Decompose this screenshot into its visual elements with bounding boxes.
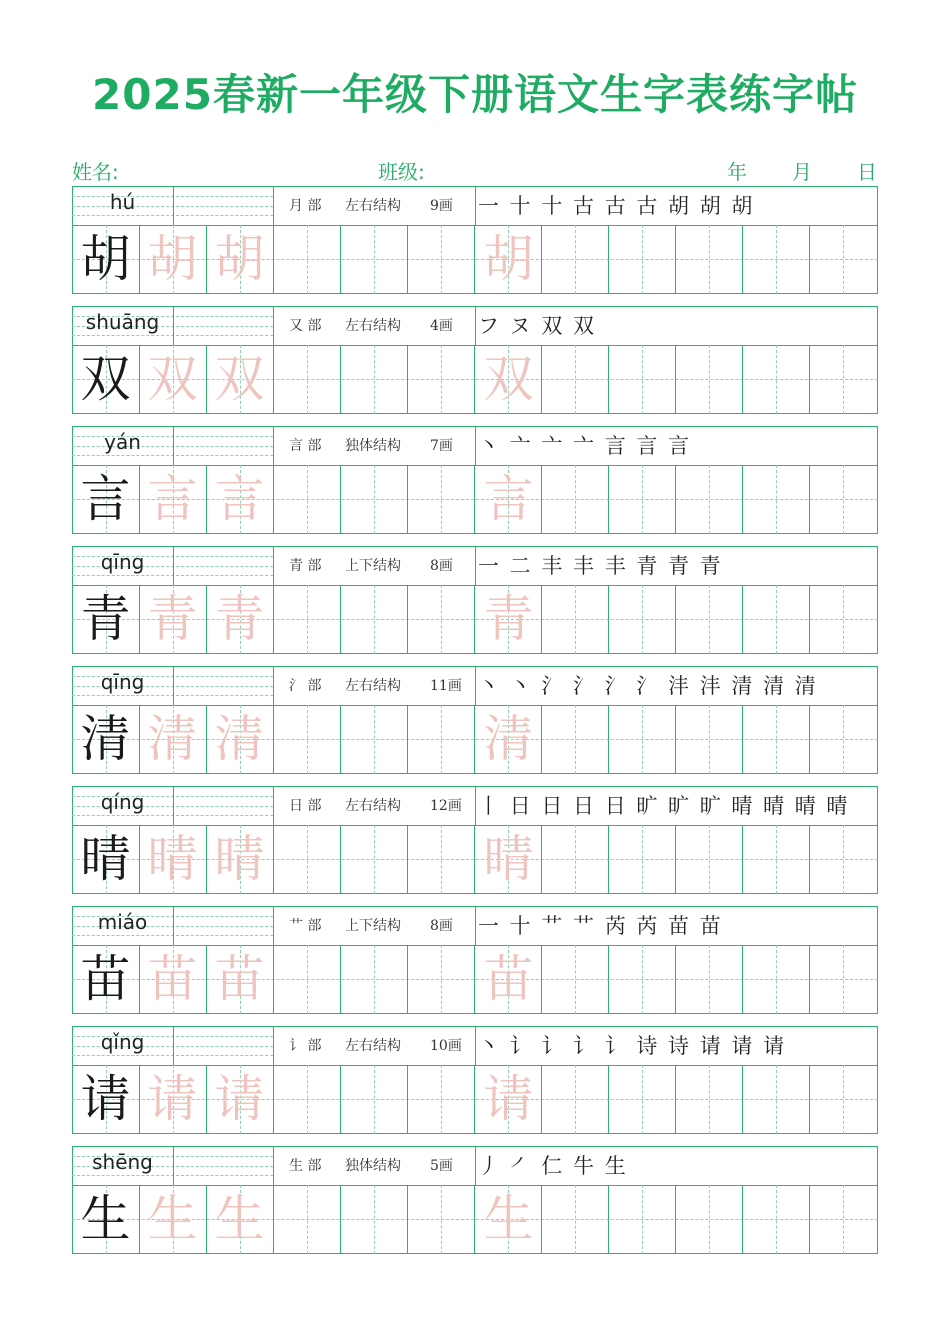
grid-cell-border bbox=[675, 1065, 676, 1134]
pinyin-label: shuāng bbox=[85, 310, 160, 334]
grid-cell-mid bbox=[374, 1065, 375, 1134]
stroke-count-label: 5画 bbox=[430, 1158, 453, 1174]
top-divider bbox=[475, 546, 476, 585]
grid-cell-border bbox=[407, 945, 408, 1014]
grid-cell-border bbox=[340, 1185, 341, 1254]
model-character: 请 bbox=[80, 1070, 131, 1128]
character-block bbox=[72, 666, 878, 774]
character-block bbox=[72, 906, 878, 1014]
name-label: 姓名: bbox=[72, 160, 119, 184]
top-divider bbox=[273, 186, 274, 225]
structure-label: 独体结构 bbox=[345, 438, 401, 454]
character-block bbox=[72, 546, 878, 654]
pinyin-label: qīng bbox=[100, 550, 145, 574]
grid-cell-mid bbox=[374, 825, 375, 894]
grid-cell-mid bbox=[374, 225, 375, 294]
trace-character: 青 bbox=[147, 590, 198, 648]
grid-cell-border bbox=[273, 1185, 274, 1254]
grid-cell-mid bbox=[642, 465, 643, 534]
grid-cell-border bbox=[675, 225, 676, 294]
grid-cell-mid bbox=[843, 1185, 844, 1254]
structure-label: 左右结构 bbox=[345, 318, 401, 334]
grid-cell-border bbox=[742, 945, 743, 1014]
grid-cell-mid bbox=[709, 1185, 710, 1254]
grid-cell-border bbox=[608, 705, 609, 774]
trace-character: 生 bbox=[147, 1190, 198, 1248]
grid-cell-border bbox=[608, 465, 609, 534]
model-character: 苗 bbox=[80, 950, 131, 1008]
grid-cell-mid bbox=[776, 1065, 777, 1134]
stroke-count-label: 4画 bbox=[430, 318, 453, 334]
grid-cell-border bbox=[608, 945, 609, 1014]
grid-cell-border bbox=[407, 1185, 408, 1254]
trace-character: 言 bbox=[147, 470, 198, 528]
grid-cell-border bbox=[608, 825, 609, 894]
top-divider bbox=[173, 1026, 174, 1065]
grid-cell-border bbox=[273, 945, 274, 1014]
year-label: 年 bbox=[727, 160, 747, 184]
grid-cell-border bbox=[675, 345, 676, 414]
grid-cell-mid bbox=[709, 705, 710, 774]
radical-label: 艹 部 bbox=[289, 918, 322, 934]
top-divider bbox=[273, 306, 274, 345]
stroke-order-sequence: 丶 讠 讠 讠 讠 诗 诗 请 请 请 bbox=[478, 1034, 787, 1058]
trace-character: 苗 bbox=[214, 950, 265, 1008]
grid-cell-mid bbox=[374, 945, 375, 1014]
stroke-count-label: 7画 bbox=[430, 438, 453, 454]
stroke-order-sequence: 一 十 十 古 古 古 胡 胡 胡 bbox=[478, 194, 755, 218]
top-divider bbox=[173, 186, 174, 225]
grid-cell-mid bbox=[307, 1185, 308, 1254]
grid-cell-border bbox=[675, 585, 676, 654]
grid-cell-mid bbox=[843, 825, 844, 894]
grid-cell-mid bbox=[441, 465, 442, 534]
grid-cell-mid bbox=[843, 345, 844, 414]
grid-cell-border bbox=[608, 585, 609, 654]
class-label: 班级: bbox=[378, 160, 425, 184]
grid-cell-border bbox=[675, 825, 676, 894]
grid-cell-border bbox=[809, 1065, 810, 1134]
grid-cell-border bbox=[340, 825, 341, 894]
pinyin-label: yán bbox=[104, 430, 141, 454]
grid-cell-border bbox=[608, 225, 609, 294]
top-divider bbox=[475, 426, 476, 465]
trace-character: 青 bbox=[214, 590, 265, 648]
top-divider bbox=[273, 546, 274, 585]
stroke-count-label: 8画 bbox=[430, 918, 453, 934]
grid-cell-mid bbox=[374, 585, 375, 654]
top-divider bbox=[173, 426, 174, 465]
pinyin-label: miáo bbox=[97, 910, 148, 934]
grid-cell-mid bbox=[441, 705, 442, 774]
top-divider bbox=[475, 1146, 476, 1185]
trace-character: 苗 bbox=[147, 950, 198, 1008]
radical-label: 言 部 bbox=[289, 438, 322, 454]
grid-cell-mid bbox=[575, 705, 576, 774]
trace-character: 双 bbox=[483, 350, 534, 408]
grid-cell-border bbox=[340, 465, 341, 534]
stroke-order-sequence: 一 十 艹 艹 芮 芮 苗 苗 bbox=[478, 914, 723, 938]
character-block bbox=[72, 786, 878, 894]
character-block bbox=[72, 306, 878, 414]
trace-character: 清 bbox=[483, 710, 534, 768]
grid-cell-mid bbox=[374, 705, 375, 774]
grid-cell-mid bbox=[575, 1065, 576, 1134]
grid-cell-border bbox=[340, 705, 341, 774]
grid-cell-mid bbox=[776, 225, 777, 294]
grid-cell-mid bbox=[709, 465, 710, 534]
grid-cell-border bbox=[675, 1185, 676, 1254]
grid-cell-mid bbox=[307, 945, 308, 1014]
top-divider bbox=[173, 1146, 174, 1185]
grid-cell-border bbox=[809, 225, 810, 294]
trace-character: 言 bbox=[483, 470, 534, 528]
grid-cell-mid bbox=[709, 225, 710, 294]
trace-character: 请 bbox=[483, 1070, 534, 1128]
radical-label: 讠 部 bbox=[289, 1038, 322, 1054]
grid-cell-mid bbox=[374, 345, 375, 414]
top-divider bbox=[273, 1026, 274, 1065]
structure-label: 独体结构 bbox=[345, 1158, 401, 1174]
grid-cell-mid bbox=[642, 345, 643, 414]
grid-cell-mid bbox=[709, 1065, 710, 1134]
grid-cell-border bbox=[608, 345, 609, 414]
grid-cell-border bbox=[742, 345, 743, 414]
structure-label: 上下结构 bbox=[345, 918, 401, 934]
stroke-count-label: 12画 bbox=[430, 798, 462, 814]
grid-cell-mid bbox=[776, 465, 777, 534]
structure-label: 上下结构 bbox=[345, 558, 401, 574]
grid-cell-border bbox=[407, 1065, 408, 1134]
character-block bbox=[72, 1146, 878, 1254]
character-block bbox=[72, 186, 878, 294]
top-divider bbox=[475, 786, 476, 825]
grid-cell-border bbox=[675, 945, 676, 1014]
grid-cell-border bbox=[273, 705, 274, 774]
grid-cell-mid bbox=[307, 225, 308, 294]
grid-cell-mid bbox=[575, 1185, 576, 1254]
stroke-count-label: 8画 bbox=[430, 558, 453, 574]
grid-cell-border bbox=[273, 825, 274, 894]
grid-cell-mid bbox=[575, 225, 576, 294]
structure-label: 左右结构 bbox=[345, 798, 401, 814]
grid-cell-border bbox=[273, 225, 274, 294]
grid-cell-mid bbox=[374, 465, 375, 534]
grid-cell-mid bbox=[575, 345, 576, 414]
grid-cell-border bbox=[742, 225, 743, 294]
stroke-count-label: 10画 bbox=[430, 1038, 462, 1054]
top-divider bbox=[475, 906, 476, 945]
radical-label: 日 部 bbox=[289, 798, 322, 814]
radical-label: 又 部 bbox=[289, 318, 322, 334]
top-divider bbox=[173, 906, 174, 945]
stroke-order-sequence: フ ヌ 双 双 bbox=[478, 314, 597, 338]
grid-cell-border bbox=[407, 225, 408, 294]
grid-cell-mid bbox=[307, 825, 308, 894]
top-divider bbox=[273, 666, 274, 705]
trace-character: 晴 bbox=[214, 830, 265, 888]
grid-cell-mid bbox=[441, 345, 442, 414]
pinyin-label: hú bbox=[109, 190, 136, 214]
stroke-order-sequence: 丶 丶 氵 氵 氵 氵 沣 沣 清 清 清 bbox=[478, 674, 818, 698]
trace-character: 言 bbox=[214, 470, 265, 528]
grid-cell-border bbox=[273, 465, 274, 534]
grid-cell-mid bbox=[307, 705, 308, 774]
trace-character: 双 bbox=[214, 350, 265, 408]
grid-cell-border bbox=[340, 945, 341, 1014]
grid-cell-border bbox=[809, 825, 810, 894]
grid-cell-border bbox=[809, 945, 810, 1014]
grid-cell-mid bbox=[441, 585, 442, 654]
stroke-count-label: 9画 bbox=[430, 198, 453, 214]
pinyin-label: qíng bbox=[100, 790, 145, 814]
grid-cell-mid bbox=[843, 585, 844, 654]
trace-character: 生 bbox=[483, 1190, 534, 1248]
structure-label: 左右结构 bbox=[345, 678, 401, 694]
model-character: 胡 bbox=[80, 230, 131, 288]
stroke-order-sequence: 丿 ㇒ 仁 牛 生 bbox=[478, 1154, 628, 1178]
top-divider bbox=[475, 306, 476, 345]
grid-cell-mid bbox=[575, 825, 576, 894]
top-divider bbox=[273, 906, 274, 945]
grid-cell-mid bbox=[709, 585, 710, 654]
grid-cell-mid bbox=[575, 945, 576, 1014]
grid-cell-mid bbox=[642, 825, 643, 894]
radical-label: 青 部 bbox=[289, 558, 322, 574]
grid-cell-mid bbox=[776, 825, 777, 894]
trace-character: 晴 bbox=[483, 830, 534, 888]
stroke-order-sequence: 丨 日 日 日 日 旷 旷 旷 晴 晴 晴 晴 bbox=[478, 794, 850, 818]
top-divider bbox=[173, 306, 174, 345]
top-divider bbox=[475, 666, 476, 705]
grid-cell-mid bbox=[642, 225, 643, 294]
grid-cell-border bbox=[340, 225, 341, 294]
grid-cell-mid bbox=[642, 1185, 643, 1254]
grid-cell-border bbox=[742, 705, 743, 774]
grid-cell-border bbox=[742, 465, 743, 534]
grid-cell-mid bbox=[642, 705, 643, 774]
grid-cell-mid bbox=[642, 945, 643, 1014]
grid-cell-border bbox=[675, 465, 676, 534]
grid-cell-mid bbox=[575, 465, 576, 534]
grid-cell-border bbox=[809, 345, 810, 414]
grid-cell-mid bbox=[709, 945, 710, 1014]
grid-cell-border bbox=[273, 1065, 274, 1134]
grid-cell-border bbox=[273, 585, 274, 654]
trace-character: 胡 bbox=[147, 230, 198, 288]
grid-cell-border bbox=[675, 705, 676, 774]
grid-cell-mid bbox=[843, 225, 844, 294]
grid-cell-mid bbox=[843, 705, 844, 774]
model-character: 双 bbox=[80, 350, 131, 408]
trace-character: 青 bbox=[483, 590, 534, 648]
grid-cell-border bbox=[608, 1065, 609, 1134]
grid-cell-mid bbox=[374, 1185, 375, 1254]
model-character: 清 bbox=[80, 710, 131, 768]
top-divider bbox=[173, 666, 174, 705]
character-block bbox=[72, 426, 878, 534]
trace-character: 清 bbox=[147, 710, 198, 768]
character-block bbox=[72, 1026, 878, 1134]
grid-cell-mid bbox=[575, 585, 576, 654]
top-divider bbox=[173, 546, 174, 585]
pinyin-label: qīng bbox=[100, 670, 145, 694]
grid-cell-border bbox=[809, 585, 810, 654]
structure-label: 左右结构 bbox=[345, 198, 401, 214]
trace-character: 晴 bbox=[147, 830, 198, 888]
grid-cell-border bbox=[809, 705, 810, 774]
grid-cell-border bbox=[407, 345, 408, 414]
trace-character: 胡 bbox=[483, 230, 534, 288]
structure-label: 左右结构 bbox=[345, 1038, 401, 1054]
model-character: 晴 bbox=[80, 830, 131, 888]
grid-cell-mid bbox=[307, 585, 308, 654]
trace-character: 苗 bbox=[483, 950, 534, 1008]
grid-cell-mid bbox=[441, 1065, 442, 1134]
stroke-order-sequence: 一 二 丰 丰 丰 青 青 青 bbox=[478, 554, 723, 578]
radical-label: 生 部 bbox=[289, 1158, 322, 1174]
day-label: 日 bbox=[857, 160, 877, 184]
grid-cell-border bbox=[809, 1185, 810, 1254]
grid-cell-mid bbox=[843, 945, 844, 1014]
grid-cell-mid bbox=[709, 345, 710, 414]
stroke-count-label: 11画 bbox=[430, 678, 462, 694]
page-title: 2025春新一年级下册语文生字表练字帖 bbox=[92, 70, 858, 119]
grid-cell-mid bbox=[441, 225, 442, 294]
top-divider bbox=[475, 186, 476, 225]
grid-cell-mid bbox=[441, 825, 442, 894]
grid-cell-mid bbox=[642, 585, 643, 654]
grid-cell-mid bbox=[307, 465, 308, 534]
grid-cell-border bbox=[407, 585, 408, 654]
grid-cell-mid bbox=[843, 465, 844, 534]
grid-cell-border bbox=[340, 345, 341, 414]
model-character: 生 bbox=[80, 1190, 131, 1248]
top-divider bbox=[173, 786, 174, 825]
pinyin-label: shēng bbox=[92, 1150, 153, 1174]
grid-cell-mid bbox=[642, 1065, 643, 1134]
grid-cell-border bbox=[273, 345, 274, 414]
top-divider bbox=[273, 786, 274, 825]
grid-cell-border bbox=[407, 825, 408, 894]
trace-character: 双 bbox=[147, 350, 198, 408]
pinyin-label: qǐng bbox=[100, 1030, 145, 1054]
grid-cell-border bbox=[742, 825, 743, 894]
trace-character: 生 bbox=[214, 1190, 265, 1248]
grid-cell-border bbox=[407, 465, 408, 534]
radical-label: 氵 部 bbox=[289, 678, 322, 694]
grid-cell-mid bbox=[441, 1185, 442, 1254]
stroke-order-sequence: 丶 亠 亠 亠 言 言 言 bbox=[478, 434, 692, 458]
top-divider bbox=[273, 426, 274, 465]
grid-cell-mid bbox=[776, 705, 777, 774]
grid-cell-mid bbox=[709, 825, 710, 894]
grid-cell-mid bbox=[776, 585, 777, 654]
trace-character: 胡 bbox=[214, 230, 265, 288]
grid-cell-mid bbox=[776, 1185, 777, 1254]
grid-cell-border bbox=[340, 1065, 341, 1134]
top-divider bbox=[273, 1146, 274, 1185]
model-character: 言 bbox=[80, 470, 131, 528]
grid-cell-border bbox=[340, 585, 341, 654]
grid-cell-mid bbox=[776, 945, 777, 1014]
grid-cell-border bbox=[608, 1185, 609, 1254]
trace-character: 请 bbox=[214, 1070, 265, 1128]
trace-character: 请 bbox=[147, 1070, 198, 1128]
grid-cell-border bbox=[742, 585, 743, 654]
trace-character: 清 bbox=[214, 710, 265, 768]
grid-cell-mid bbox=[441, 945, 442, 1014]
grid-cell-mid bbox=[843, 1065, 844, 1134]
model-character: 青 bbox=[80, 590, 131, 648]
grid-cell-border bbox=[809, 465, 810, 534]
grid-cell-border bbox=[407, 705, 408, 774]
top-divider bbox=[475, 1026, 476, 1065]
radical-label: 月 部 bbox=[289, 198, 322, 214]
grid-cell-border bbox=[742, 1185, 743, 1254]
grid-cell-mid bbox=[307, 345, 308, 414]
month-label: 月 bbox=[792, 160, 812, 184]
grid-cell-border bbox=[742, 1065, 743, 1134]
grid-cell-mid bbox=[307, 1065, 308, 1134]
grid-cell-mid bbox=[776, 345, 777, 414]
